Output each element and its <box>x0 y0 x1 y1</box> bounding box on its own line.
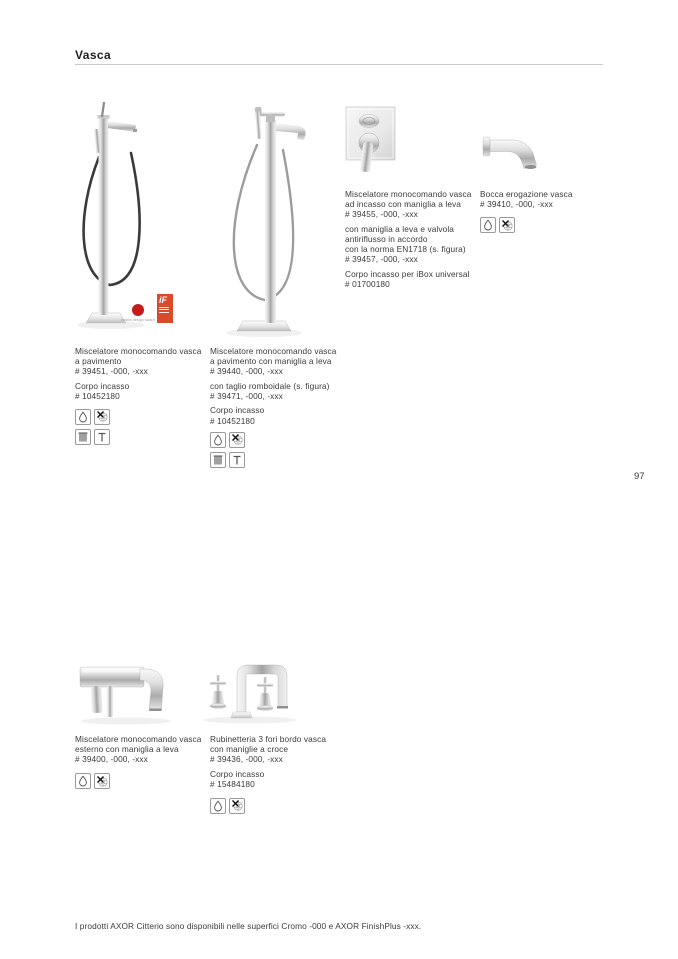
header-rule <box>75 64 603 65</box>
sku-line: # 39455, -000, -xxx <box>345 209 418 220</box>
sku-line: # 39471, -000, -xxx <box>210 390 283 401</box>
product-info-three-hole-set <box>210 734 342 814</box>
sku-line: # 39410, -000, -xxx <box>480 199 553 210</box>
product-subitem <box>210 769 342 789</box>
feature-icons-row <box>210 798 342 814</box>
sku-line: # 15484180 <box>210 778 255 789</box>
water-drop-icon <box>75 409 91 425</box>
crossed-sphere-icon <box>229 432 245 448</box>
sku-line: # 39440, -000, -xxx <box>210 366 283 377</box>
spout <box>140 669 163 710</box>
water-drop-icon <box>210 798 226 814</box>
connection-pipe <box>107 686 113 717</box>
crossed-sphere-icon <box>229 798 245 814</box>
feature-icons-row <box>210 432 342 448</box>
product-info-floor-mixer <box>75 346 207 445</box>
sku-line: # 39400, -000, -xxx <box>75 754 148 765</box>
description-line: Miscelatore monocomando vasca <box>345 189 472 199</box>
diverter-knob <box>359 115 379 128</box>
subitem-label: Corpo incasso <box>75 380 130 391</box>
description-line: Miscelatore monocomando vasca <box>75 734 202 744</box>
feature-icons-row <box>480 217 612 233</box>
variant-line: con maniglia a leva e valvola <box>345 223 454 234</box>
description-line: a pavimento <box>75 356 122 367</box>
crossed-sphere-icon <box>94 409 110 425</box>
description-line: ad incasso con maniglia a leva <box>345 199 461 210</box>
description-line: Miscelatore monocomando vasca <box>75 346 202 356</box>
description-line: Miscelatore monocomando vasca <box>210 346 337 356</box>
subitem-label: Corpo incasso per iBox universal <box>345 268 470 279</box>
base-plate <box>237 321 291 331</box>
floor-mixer-lever-image <box>193 95 333 345</box>
feature-icons-row <box>75 409 207 425</box>
product-info-bath-spout <box>480 189 612 233</box>
if-award-caption-bars <box>159 307 171 313</box>
spout <box>276 123 306 140</box>
riser-column <box>265 120 276 323</box>
crossed-sphere-icon <box>499 217 515 233</box>
product-variant <box>210 381 342 401</box>
product-description <box>75 346 207 376</box>
joystick-handle <box>101 102 105 117</box>
cross-handle-right <box>257 677 273 711</box>
if-award-logo <box>157 294 173 323</box>
wall-flange <box>483 137 490 156</box>
sku-line: # 39451, -000, -xxx <box>75 366 148 377</box>
product-description <box>210 734 342 764</box>
spout-outlet <box>277 706 288 709</box>
mounting-icons-row <box>75 429 207 445</box>
column-bars-icon <box>75 429 91 445</box>
product-info-concealed-mixer <box>345 189 483 293</box>
t-bar-icon <box>229 452 245 468</box>
product-subitem <box>345 269 483 289</box>
if-award-label: iF <box>159 295 167 305</box>
wall-mixer-image <box>56 653 186 728</box>
variant-line: antiriflusso in accordo <box>345 233 428 244</box>
reddot-award-caption: reddot design award <box>121 318 155 322</box>
product-description <box>345 189 483 219</box>
description-line: a pavimento con maniglia a leva <box>210 356 332 367</box>
subitem-label: Corpo incasso <box>210 768 265 779</box>
sku-line: # 10452180 <box>75 390 120 401</box>
product-info-wall-mixer <box>75 734 207 789</box>
sku-line: # 01700180 <box>345 278 390 289</box>
water-drop-icon <box>210 432 226 448</box>
spout <box>108 121 136 132</box>
footer-availability-note: I prodotti AXOR Citterio sono disponibili nelle superfici Cromo -000 e AXOR FinishPlus -xxx. <box>75 921 422 931</box>
product-variant <box>345 224 483 264</box>
shower-hose <box>84 153 140 285</box>
description-line: Bocca erogazione vasca <box>480 189 573 199</box>
shower-hose <box>234 145 293 300</box>
column-bars-icon <box>210 452 226 468</box>
reddot-award-logo <box>132 304 144 316</box>
spout-outlet <box>150 709 162 712</box>
product-subitem <box>210 405 342 425</box>
product-subitem <box>75 381 207 401</box>
product-description <box>75 734 207 764</box>
sku-line: # 10452180 <box>210 415 255 426</box>
concealed-mixer-image <box>338 100 400 180</box>
water-drop-icon <box>75 773 91 789</box>
floor-mixer-handshower-image <box>58 95 198 335</box>
lever-handle <box>90 686 102 714</box>
mounting-icons-row <box>210 452 342 468</box>
product-description <box>210 346 342 376</box>
subitem-label: Corpo incasso <box>210 405 265 416</box>
cross-handle-left <box>210 675 226 709</box>
page-number: 97 <box>634 471 645 482</box>
sku-line: # 39436, -000, -xxx <box>210 754 283 765</box>
product-info-floor-mixer-lever <box>210 346 342 468</box>
variant-line: con la norma EN1718 (s. figura) <box>345 243 466 254</box>
water-drop-icon <box>480 217 496 233</box>
crossed-sphere-icon <box>94 773 110 789</box>
t-bar-icon <box>94 429 110 445</box>
description-line: con maniglie a croce <box>210 744 289 755</box>
description-line: Rubinetteria 3 fori bordo vasca <box>210 734 327 744</box>
spout-body <box>490 140 537 169</box>
feature-icons-row <box>75 773 207 789</box>
page-title: Vasca <box>75 48 112 62</box>
three-hole-set-image <box>193 663 303 728</box>
description-line: esterno con maniglia a leva <box>75 744 179 755</box>
variant-line: con taglio romboidale (s. figura) <box>210 380 330 391</box>
bath-spout-image <box>478 122 558 177</box>
spout-outlet <box>525 165 537 169</box>
product-description <box>480 189 612 209</box>
sku-line: # 39457, -000, -xxx <box>345 254 418 265</box>
